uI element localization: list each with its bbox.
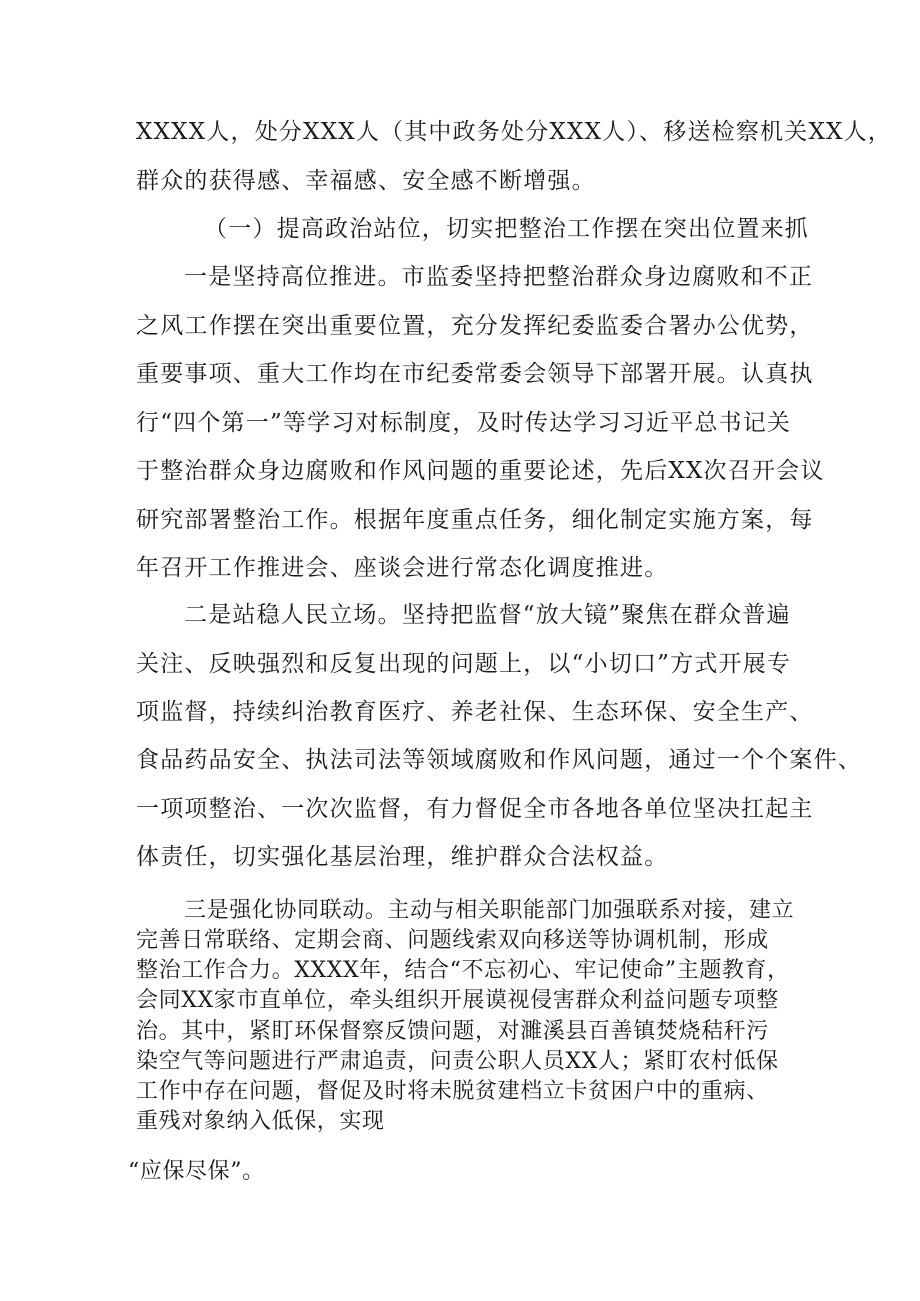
para2-line-5: 一项项整治、一次次监督，有力督促全市各地各单位坚决扛起主	[136, 796, 814, 822]
para2-line-2: 关注、反映强烈和反复出现的问题上，以“小切口”方式开展专	[136, 651, 792, 677]
para1-line-1: 一是坚持高位推进。市监委坚持把整治群众身边腐败和不正	[184, 264, 814, 290]
para2-line-3: 项监督，持续纠治教育医疗、养老社保、生态环保、安全生产、	[136, 699, 814, 725]
para1-line-5: 于整治群众身边腐败和作风问题的重要论述，先后XX次召开会议	[136, 458, 825, 484]
para3-line-8: 重残对象纳入低保，实现	[136, 1109, 385, 1134]
para2-line-6: 体责任，切实强化基层治理，维护群众合法权益。	[136, 844, 669, 870]
para3-line-5: 治。其中，紧盯环保督察反馈问题，对濉溪县百善镇焚烧秸秆污	[136, 1019, 769, 1044]
para1-line-3: 重要事项、重大工作均在市纪委常委会领导下部署开展。认真执	[136, 361, 814, 387]
para1-line-7: 年召开工作推进会、座谈会进行常态化调度推进。	[136, 555, 669, 581]
intro-line-2: 群众的获得感、幸福感、安全感不断增强。	[136, 168, 596, 194]
closing-line: “应保尽保”。	[128, 1159, 265, 1184]
intro-line-1: XXXX人，处分XXX人（其中政务处分XXX人）、移送检察机关XX人，	[136, 119, 892, 145]
para3-line-6: 染空气等问题进行严肃追责，问责公职人员XX人；紧盯农村低保	[136, 1049, 779, 1074]
para3-line-7: 工作中存在问题，督促及时将未脱贫建档立卡贫困户中的重病、	[136, 1079, 769, 1104]
para1-line-4: 行“四个第一”等学习对标制度，及时传达学习习近平总书记关	[136, 410, 792, 436]
para1-line-2: 之风工作摆在突出重要位置，充分发挥纪委监委合署办公优势，	[136, 313, 814, 339]
para3-line-3: 整治工作合力。XXXX年，结合“不忘初心、牢记使命”主题教育，	[136, 958, 790, 983]
section-heading: （一）提高政治站位，切实把整治工作摆在突出位置来抓	[204, 216, 809, 242]
para1-line-6: 研究部署整治工作。根据年度重点任务，细化制定实施方案，每	[136, 507, 814, 533]
para3-line-2: 完善日常联络、定期会商、问题线索双向移送等协调机制，形成	[136, 928, 769, 953]
para3-line-4: 会同XX家市直单位，牵头组织开展谟视侵害群众利益问题专项整	[136, 988, 779, 1013]
para2-line-1: 二是站稳人民立场。坚持把监督“放大镜”聚焦在群众普遍	[184, 602, 791, 628]
para3-line-1: 三是强化协同联动。主动与相关职能部门加强联系对接，建立	[184, 898, 795, 923]
para2-line-4: 食品药品安全、执法司法等领域腐败和作风问题，通过一个个案件、	[136, 747, 862, 773]
